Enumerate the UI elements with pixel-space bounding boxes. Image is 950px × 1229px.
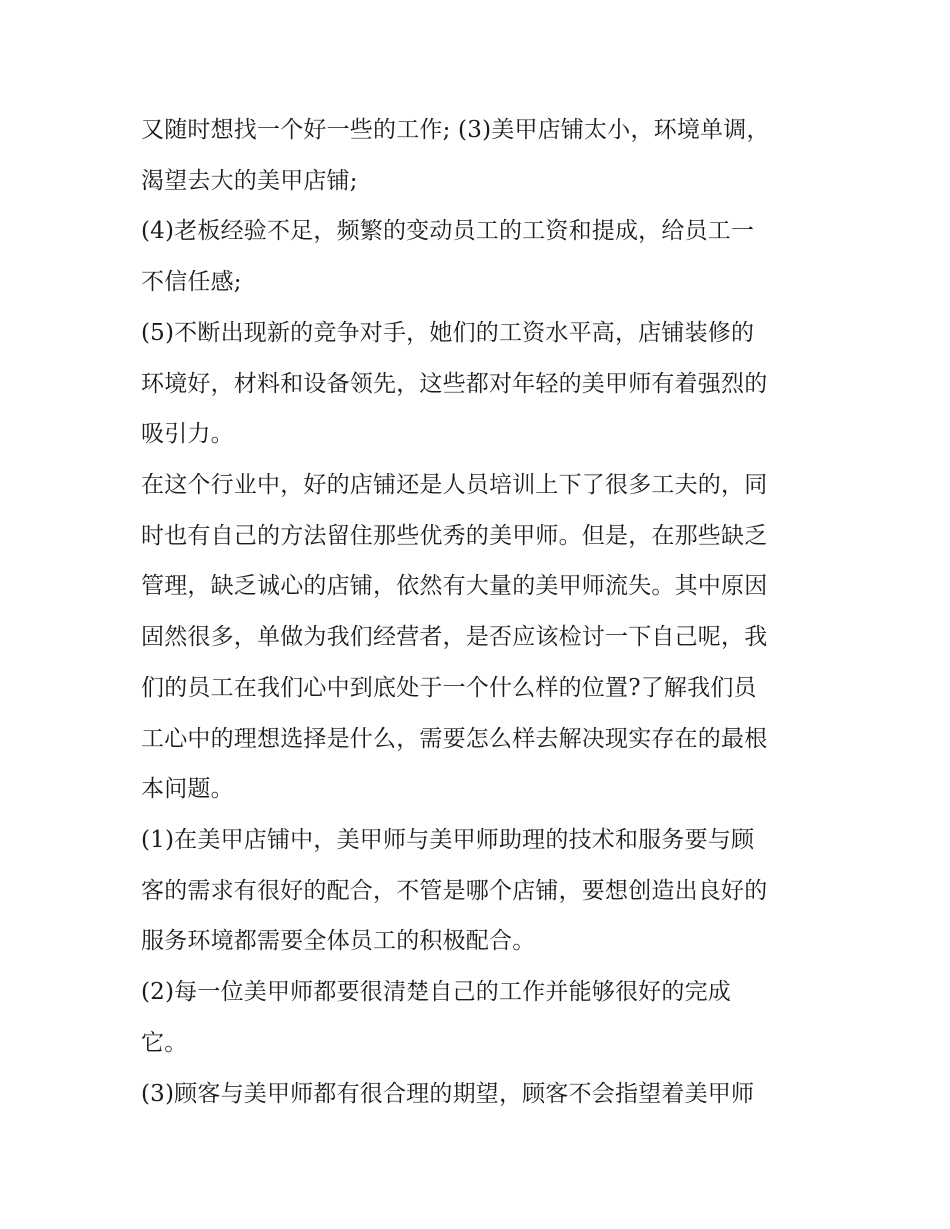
text-line: 又随时想找一个好一些的工作; (3)美甲店铺太小，环境单调， <box>141 117 770 143</box>
text-line: (2)每一位美甲师都要很清楚自己的工作并能够很好的完成 <box>141 979 731 1005</box>
text-line: 本问题。 <box>141 776 234 802</box>
text-line: (4)老板经验不足，频繁的变动员工的工资和提成，给员工一 <box>141 218 755 244</box>
text-line: 固然很多，单做为我们经营者，是否应该检讨一下自己呢，我 <box>141 624 768 650</box>
text-line: 服务环境都需要全体员工的积极配合。 <box>141 928 536 954</box>
text-line: (3)顾客与美甲师都有很合理的期望，顾客不会指望着美甲师 <box>141 1081 755 1107</box>
text-line: 在这个行业中，好的店铺还是人员培训上下了很多工夫的，同 <box>141 472 768 498</box>
text-line: 时也有自己的方法留住那些优秀的美甲师。但是，在那些缺乏 <box>141 523 768 549</box>
text-line: 吸引力。 <box>141 421 234 447</box>
text-line: (1)在美甲店铺中，美甲师与美甲师助理的技术和服务要与顾 <box>141 827 755 853</box>
text-line: 工心中的理想选择是什么，需要怎么样去解决现实存在的最根 <box>141 726 768 752</box>
text-line: 客的需求有很好的配合，不管是哪个店铺，要想创造出良好的 <box>141 878 768 904</box>
text-line: 们的员工在我们心中到底处于一个什么样的位置?了解我们员 <box>141 675 757 701</box>
text-line: 它。 <box>141 1030 188 1056</box>
text-line: 渴望去大的美甲店铺; <box>141 168 358 194</box>
text-line: (5)不断出现新的竞争对手，她们的工资水平高，店铺装修的 <box>141 320 755 346</box>
text-line: 管理，缺乏诚心的店铺，依然有大量的美甲师流失。其中原因 <box>141 573 768 599</box>
text-line: 环境好，材料和设备领先，这些都对年轻的美甲师有着强烈的 <box>141 371 768 397</box>
text-line: 不信任感; <box>141 269 242 295</box>
